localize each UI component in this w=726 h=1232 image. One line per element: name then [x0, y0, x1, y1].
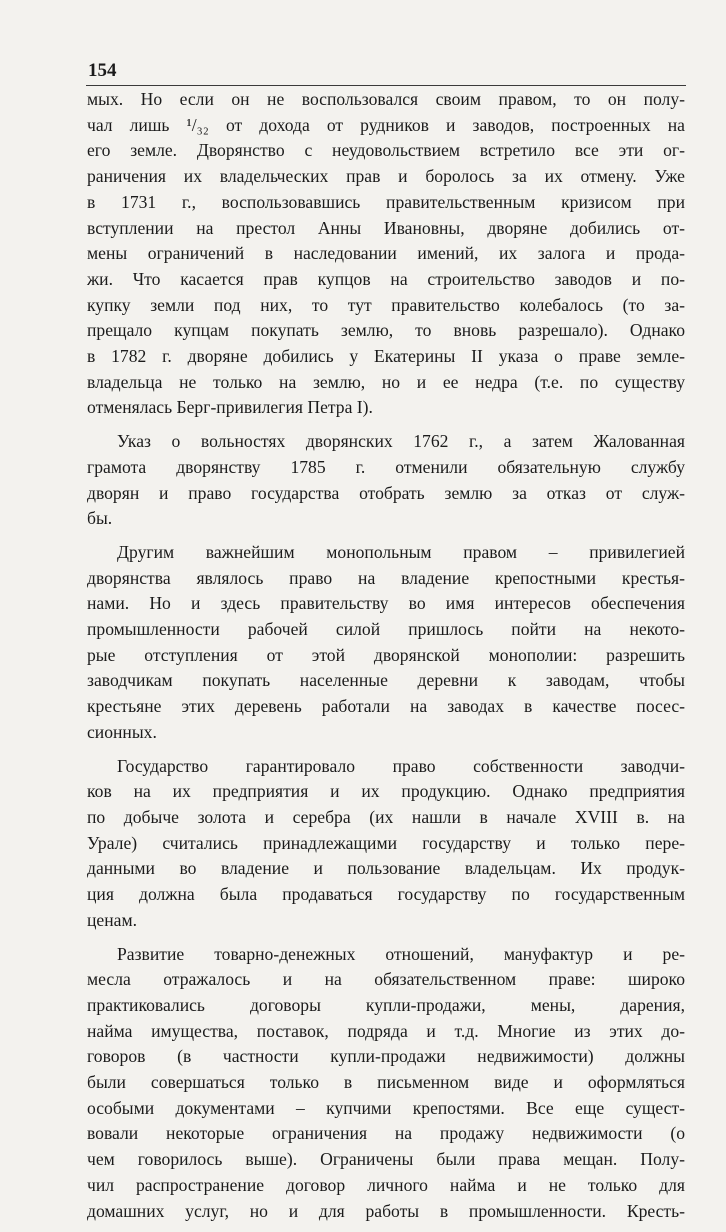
text-line: владельца не только на землю, но и ее недра (т.е. по существу [87, 371, 685, 392]
text-line: отменялась Берг-привилегия Петра I). [87, 397, 373, 418]
text-line: в 1782 г. дворяне добились у Екатерины II указа о праве земле- [87, 346, 685, 367]
text-line: найма имущества, поставок, подряда и т.д. Многие из этих до- [87, 1020, 685, 1041]
text-line: промышленности рабочей силой пришлось пойти на некото- [87, 619, 685, 640]
paragraph [87, 540, 685, 746]
text-line: вступлении на престол Анны Ивановны, дворяне добились от- [87, 217, 685, 238]
text-line: купку земли под них, то тут правительство колебалось (то за- [87, 294, 685, 315]
text-line: домашних услуг, но и для работы в промышленности. Кресть- [87, 1200, 685, 1221]
text-line: Другим важнейшим монопольным правом – привилегией [117, 541, 685, 562]
text-line: чил распространение договор личного найма и не только для [87, 1174, 685, 1195]
text-line: были совершаться только в письменном виде и оформляться [87, 1072, 685, 1093]
body-text [87, 87, 685, 1232]
header-rule [86, 85, 686, 86]
text-line: чем говорилось выше). Ограничены были права мещан. Полу- [87, 1149, 685, 1170]
text-line: Развитие товарно-денежных отношений, мануфактур и ре- [117, 943, 685, 964]
text-line: заводчикам покупать населенные деревни к заводам, чтобы [87, 670, 685, 691]
text-line: месла отражалось и на обязательственном праве: широко [87, 969, 685, 990]
text-line: особыми документами – купчими крепостями. Все еще сущест- [87, 1097, 685, 1118]
paragraph [87, 429, 685, 532]
text-line: раничения их владельческих прав и боролось за их отмену. Уже [87, 166, 685, 187]
text-line: практиковались договоры купли-продажи, мены, дарения, [87, 994, 685, 1015]
text-line: рые отступления от этой дворянской монополии: разрешить [87, 644, 685, 665]
text-line: данными во владение и пользование владельцам. Их продук- [87, 858, 685, 879]
text-line: дворянства являлось право на владение крепостными крестья- [87, 567, 685, 588]
text-line: его земле. Дворянство с неудовольствием встретило все эти ог- [87, 140, 685, 161]
text-line: мены ограничений в наследовании имений, их залога и прода- [87, 243, 685, 264]
text-line: говоров (в частности купли-продажи недвижимости) должны [87, 1046, 685, 1067]
text-line: Урале) считались принадлежащими государству и только пере- [87, 832, 685, 853]
text-line: Указ о вольностях дворянских 1762 г., а затем Жалованная [117, 431, 685, 452]
text-line: крестьяне этих деревень работали на заводах в качестве посес- [87, 696, 685, 717]
text-line: ценам. [87, 909, 137, 930]
text-line: Государство гарантировало право собственности заводчи- [117, 755, 685, 776]
text-line: мых. Но если он не воспользовался своим правом, то он полу- [87, 89, 685, 109]
text-line: ков на их предприятия и их продукцию. Однако предприятия [87, 781, 685, 802]
text-line: грамота дворянству 1785 г. отменили обязательную службу [87, 456, 685, 477]
text-line: дворян и право государства отобрать землю за отказ от служ- [87, 482, 685, 503]
paragraph [87, 87, 685, 421]
text-line: по добыче золота и серебра (их нашли в начале XVIII в. на [87, 806, 685, 827]
paragraph [87, 942, 685, 1225]
text-line: в 1731 г., воспользовавшись правительственным кризисом при [87, 191, 685, 212]
text-line: бы. [87, 508, 113, 529]
text-line: прещало купцам покупать землю, то вновь разрешало). Однако [87, 320, 685, 341]
text-line: сионных. [87, 721, 157, 742]
text-line: вовали некоторые ограничения на продажу недвижимости (о [87, 1123, 685, 1144]
page-number: 154 [88, 60, 117, 81]
text-line: чал лишь ¹/₃₂ от дохода от рудников и заводов, построенных на [87, 114, 685, 135]
text-line: ция должна была продаваться государству по государственным [87, 884, 685, 905]
text-line: нами. Но и здесь правительству во имя интересов обеспечения [87, 593, 685, 614]
paragraph [87, 754, 685, 934]
text-line: жи. Что касается прав купцов на строительство заводов и по- [87, 268, 685, 289]
